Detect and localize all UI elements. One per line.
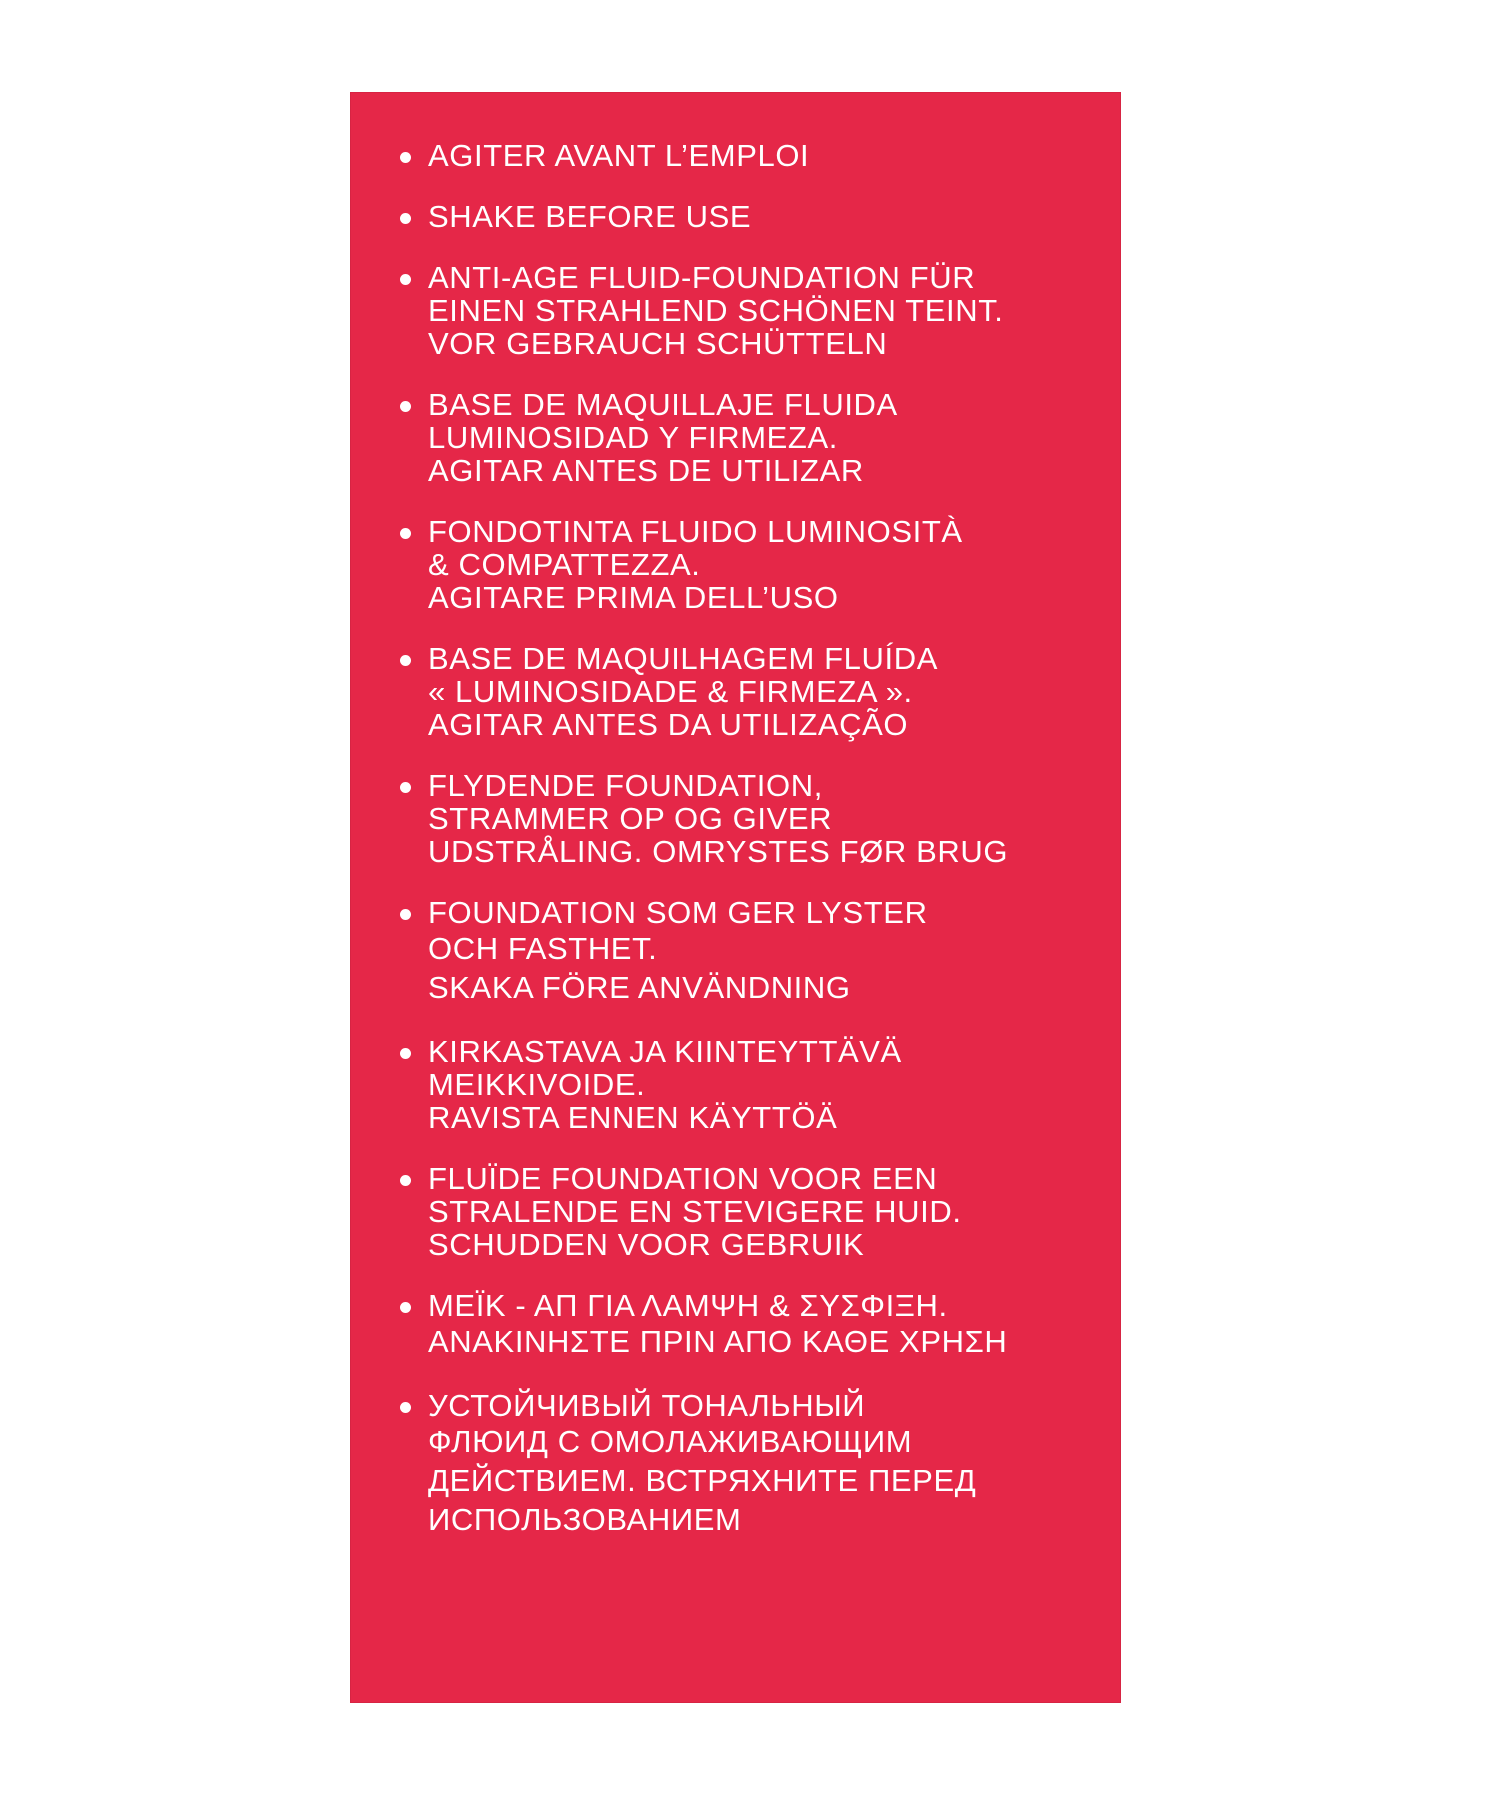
product-label-panel	[350, 92, 1121, 1703]
instruction-item	[400, 896, 1100, 1007]
instruction-line: STRAMMER OP OG GIVER	[428, 801, 833, 836]
instruction-line: « LUMINOSIDADE & FIRMEZA ».	[428, 674, 913, 709]
instruction-item	[400, 200, 1100, 233]
bullet-icon	[400, 401, 411, 412]
instruction-item	[400, 1162, 1100, 1261]
instruction-item	[400, 1035, 1100, 1134]
instruction-line: OCH FASTHET.	[428, 931, 658, 966]
instruction-line: VOR GEBRAUCH SCHÜTTELN	[428, 326, 888, 361]
instruction-line: AGITAR ANTES DE UTILIZAR	[428, 453, 864, 488]
bullet-icon	[400, 274, 411, 285]
bullet-icon	[400, 655, 411, 666]
instruction-line: SKAKA FÖRE ANVÄNDNING	[428, 970, 851, 1005]
instruction-line: SCHUDDEN VOOR GEBRUIK	[428, 1227, 865, 1262]
bullet-icon	[400, 1048, 411, 1059]
bullet-icon	[400, 1175, 411, 1186]
bullet-icon	[400, 782, 411, 793]
instruction-line: AGITER AVANT L’EMPLOI	[428, 138, 810, 173]
instruction-line: FOUNDATION SOM GER LYSTER	[428, 895, 928, 930]
instruction-line: RAVISTA ENNEN KÄYTTÖÄ	[428, 1100, 838, 1135]
instruction-item	[400, 515, 1100, 614]
bullet-icon	[400, 909, 411, 920]
instruction-line: LUMINOSIDAD Y FIRMEZA.	[428, 420, 838, 455]
instruction-line: SHAKE BEFORE USE	[428, 199, 752, 234]
instruction-line: ДЕЙСТВИЕМ. ВСТРЯХНИТЕ ПЕРЕД	[428, 1463, 977, 1498]
instruction-line: UDSTRÅLING. OMRYSTES FØR BRUG	[428, 834, 1009, 869]
instruction-line: STRALENDE EN STEVIGERE HUID.	[428, 1194, 962, 1229]
instruction-line: FONDOTINTA FLUIDO LUMINOSITÀ	[428, 514, 963, 549]
instruction-item	[400, 261, 1100, 360]
instruction-line: BASE DE MAQUILHAGEM FLUÍDA	[428, 641, 938, 676]
instruction-line: ФЛЮИД С ОМОЛАЖИВАЮЩИМ	[428, 1424, 913, 1459]
instruction-line: FLUÏDE FOUNDATION VOOR EEN	[428, 1161, 938, 1196]
instruction-item	[400, 642, 1100, 741]
instruction-line: ANTI-AGE FLUID-FOUNDATION FÜR	[428, 260, 976, 295]
instruction-line: EINEN STRAHLEND SCHÖNEN TEINT.	[428, 293, 1004, 328]
instruction-line: FLYDENDE FOUNDATION,	[428, 768, 823, 803]
instruction-item	[400, 388, 1100, 487]
instruction-line: УСТОЙЧИВЫЙ ТОНАЛЬНЫЙ	[428, 1388, 866, 1423]
bullet-icon	[400, 1402, 411, 1413]
instruction-line: & COMPATTEZZA.	[428, 547, 701, 582]
instruction-line: ИСПОЛЬЗОВАНИЕМ	[428, 1502, 742, 1537]
instruction-line: AGITAR ANTES DA UTILIZAÇÃO	[428, 707, 909, 742]
instruction-item	[400, 1289, 1100, 1361]
instruction-item	[400, 1389, 1100, 1539]
instruction-item	[400, 769, 1100, 868]
instruction-line: ΜΕΪΚ - ΑΠ ΓΙΑ ΛΑΜΨΗ & ΣΥΣΦΙΞΗ.	[428, 1288, 948, 1323]
bullet-icon	[400, 213, 411, 224]
instruction-line: KIRKASTAVA JA KIINTEYTTÄVÄ	[428, 1034, 902, 1069]
instruction-line: MEIKKIVOIDE.	[428, 1067, 646, 1102]
instruction-list	[400, 139, 1100, 1539]
bullet-icon	[400, 1302, 411, 1313]
bullet-icon	[400, 152, 411, 163]
instruction-line: AGITARE PRIMA DELL’USO	[428, 580, 839, 615]
bullet-icon	[400, 528, 411, 539]
instruction-item	[400, 139, 1100, 172]
instruction-line: BASE DE MAQUILLAJE FLUIDA	[428, 387, 898, 422]
instruction-line: ΑΝΑΚΙΝΗΣΤΕ ΠΡΙΝ ΑΠΟ ΚΑΘΕ ΧΡΗΣΗ	[428, 1324, 1008, 1359]
